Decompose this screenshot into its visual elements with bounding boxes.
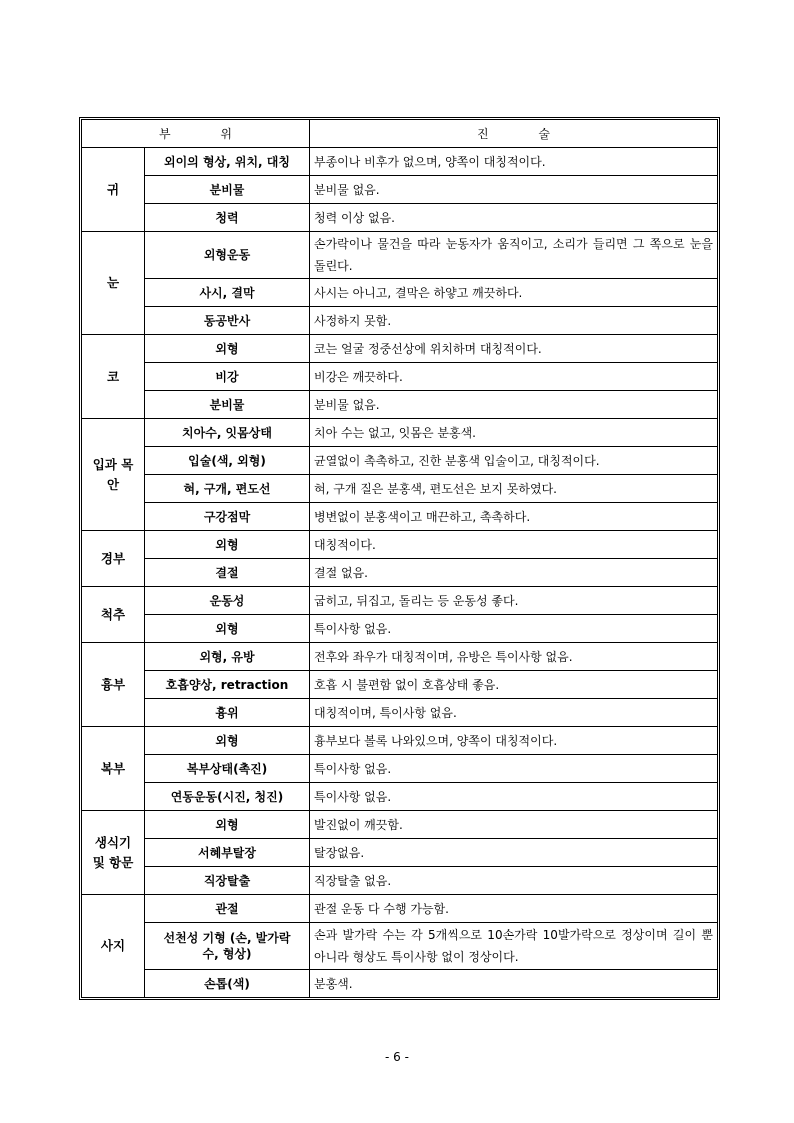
description-cell: 관절 운동 다 수행 가능함. — [310, 895, 718, 923]
table-row — [82, 727, 718, 755]
table-row — [82, 204, 718, 232]
table-row — [82, 867, 718, 895]
description-cell: 발진없이 깨끗함. — [310, 811, 718, 839]
region-cell: 복부 — [82, 727, 145, 811]
item-cell: 치아수, 잇몸상태 — [145, 419, 310, 447]
table-row — [82, 643, 718, 671]
description-cell: 흉부보다 볼록 나와있으며, 양쪽이 대칭적이다. — [310, 727, 718, 755]
table-row — [82, 176, 718, 204]
table-row — [82, 503, 718, 531]
table-row — [82, 335, 718, 363]
description-cell: 사시는 아니고, 결막은 하얗고 깨끗하다. — [310, 279, 718, 307]
item-cell: 외형운동 — [145, 232, 310, 279]
table-row — [82, 232, 718, 279]
item-cell: 호흡양상, retraction — [145, 671, 310, 699]
table-row — [82, 447, 718, 475]
table-row — [82, 391, 718, 419]
table-row — [82, 363, 718, 391]
region-cell: 사지 — [82, 895, 145, 998]
table-row — [82, 755, 718, 783]
table-row — [82, 559, 718, 587]
table-row — [82, 970, 718, 998]
description-cell: 직장탈출 없음. — [310, 867, 718, 895]
physical-exam-table — [81, 119, 718, 998]
table-row — [82, 148, 718, 176]
description-cell: 혀, 구개 질은 분홍색, 편도선은 보지 못하였다. — [310, 475, 718, 503]
header-region: 부 위 — [82, 120, 310, 148]
item-cell: 연동운동(시진, 청진) — [145, 783, 310, 811]
item-cell: 혀, 구개, 편도선 — [145, 475, 310, 503]
item-cell: 외형 — [145, 335, 310, 363]
item-cell: 구강점막 — [145, 503, 310, 531]
item-cell: 운동성 — [145, 587, 310, 615]
item-cell: 외형 — [145, 727, 310, 755]
document-frame — [79, 117, 720, 1000]
region-cell: 생식기 및 항문 — [82, 811, 145, 895]
item-cell: 외형 — [145, 531, 310, 559]
description-cell: 전후와 좌우가 대칭적이며, 유방은 특이사항 없음. — [310, 643, 718, 671]
description-cell: 굽히고, 뒤집고, 돌리는 등 운동성 좋다. — [310, 587, 718, 615]
description-cell: 탈장없음. — [310, 839, 718, 867]
table-header-row — [82, 120, 718, 148]
description-cell: 호흡 시 불편함 없이 호흡상태 좋음. — [310, 671, 718, 699]
item-cell: 입술(색, 외형) — [145, 447, 310, 475]
page-number: - 6 - — [385, 1050, 409, 1064]
description-cell: 병변없이 분홍색이고 매끈하고, 촉촉하다. — [310, 503, 718, 531]
item-cell: 사시, 결막 — [145, 279, 310, 307]
description-cell: 분비물 없음. — [310, 391, 718, 419]
table-row — [82, 419, 718, 447]
table-row — [82, 475, 718, 503]
item-cell: 외형, 유방 — [145, 643, 310, 671]
description-cell: 비강은 깨끗하다. — [310, 363, 718, 391]
table-row — [82, 587, 718, 615]
item-cell: 복부상태(촉진) — [145, 755, 310, 783]
table-row — [82, 615, 718, 643]
item-cell: 직장탈출 — [145, 867, 310, 895]
item-cell: 비강 — [145, 363, 310, 391]
item-cell: 분비물 — [145, 391, 310, 419]
description-cell: 손가락이나 물건을 따라 눈동자가 움직이고, 소리가 들리면 그 쪽으로 눈을 돌린다. — [310, 232, 718, 279]
item-cell: 손톱(색) — [145, 970, 310, 998]
item-cell: 외이의 형상, 위치, 대칭 — [145, 148, 310, 176]
description-cell: 치아 수는 없고, 잇몸은 분홍색. — [310, 419, 718, 447]
description-cell: 분비물 없음. — [310, 176, 718, 204]
item-cell: 외형 — [145, 811, 310, 839]
description-cell: 사정하지 못함. — [310, 307, 718, 335]
description-cell: 균열없이 촉촉하고, 진한 분홍색 입술이고, 대칭적이다. — [310, 447, 718, 475]
description-cell: 대칭적이다. — [310, 531, 718, 559]
region-cell: 눈 — [82, 232, 145, 335]
item-cell: 청력 — [145, 204, 310, 232]
region-cell: 경부 — [82, 531, 145, 587]
region-cell: 척추 — [82, 587, 145, 643]
item-cell: 결절 — [145, 559, 310, 587]
table-row — [82, 923, 718, 970]
region-cell: 흉부 — [82, 643, 145, 727]
item-cell: 동공반사 — [145, 307, 310, 335]
region-cell: 입과 목안 — [82, 419, 145, 531]
description-cell: 손과 발가락 수는 각 5개씩으로 10손가락 10발가락으로 정상이며 길이 뿐 아니라 형상도 특이사항 없이 정상이다. — [310, 923, 718, 970]
description-cell: 부종이나 비후가 없으며, 양쪽이 대칭적이다. — [310, 148, 718, 176]
table-row — [82, 811, 718, 839]
description-cell: 결절 없음. — [310, 559, 718, 587]
header-statement: 진 술 — [310, 120, 718, 148]
table-row — [82, 839, 718, 867]
item-cell: 서혜부탈장 — [145, 839, 310, 867]
table-row — [82, 531, 718, 559]
table-row — [82, 671, 718, 699]
item-cell: 분비물 — [145, 176, 310, 204]
description-cell: 특이사항 없음. — [310, 615, 718, 643]
region-cell: 귀 — [82, 148, 145, 232]
item-cell: 선천성 기형 (손, 발가락 수, 형상) — [145, 923, 310, 970]
table-row — [82, 895, 718, 923]
item-cell: 흉위 — [145, 699, 310, 727]
description-cell: 대칭적이며, 특이사항 없음. — [310, 699, 718, 727]
table-row — [82, 783, 718, 811]
table-body — [82, 148, 718, 998]
description-cell: 특이사항 없음. — [310, 755, 718, 783]
table-row — [82, 307, 718, 335]
description-cell: 특이사항 없음. — [310, 783, 718, 811]
item-cell: 관절 — [145, 895, 310, 923]
region-cell: 코 — [82, 335, 145, 419]
item-cell: 외형 — [145, 615, 310, 643]
description-cell: 코는 얼굴 정중선상에 위치하며 대칭적이다. — [310, 335, 718, 363]
description-cell: 분홍색. — [310, 970, 718, 998]
description-cell: 청력 이상 없음. — [310, 204, 718, 232]
table-row — [82, 279, 718, 307]
table-row — [82, 699, 718, 727]
